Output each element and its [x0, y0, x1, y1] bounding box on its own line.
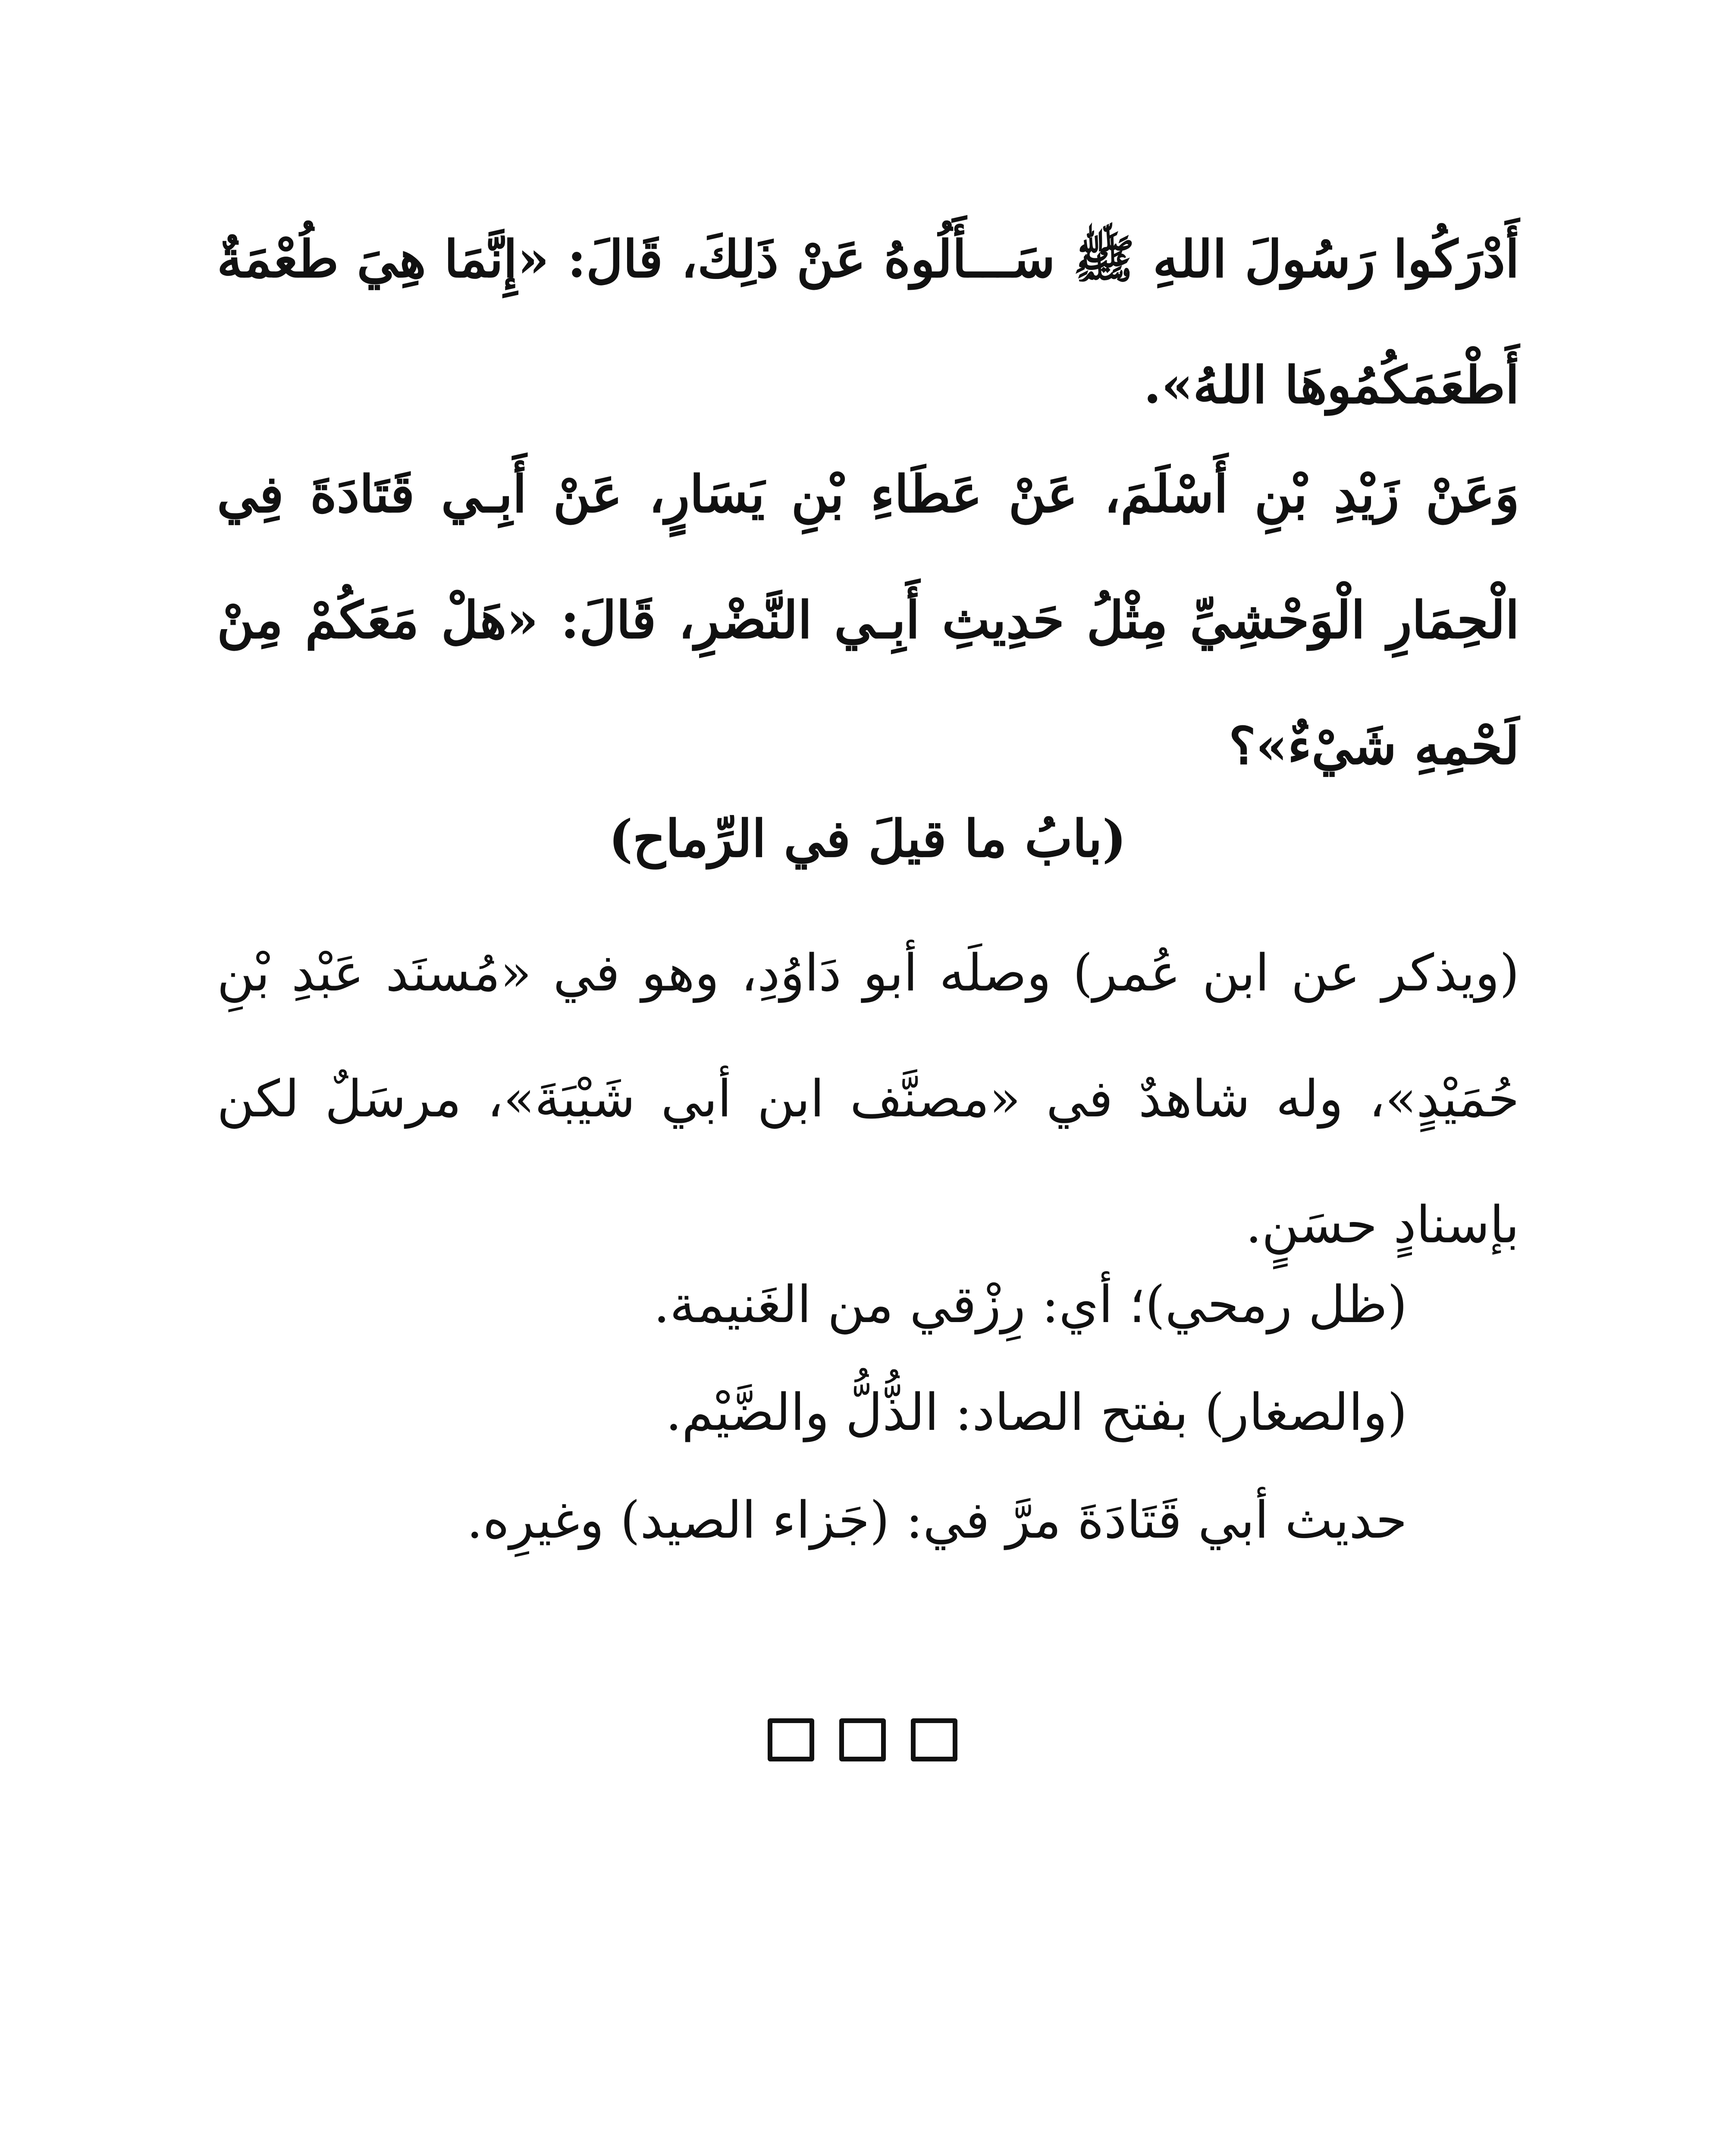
- section-end-ornament: [768, 1718, 957, 1766]
- square-ornament-icon: [839, 1718, 886, 1761]
- hadith-paragraph-1: أَدْرَكُوا رَسُولَ اللهِ ﷺ سَـــأَلُوهُ عَنْ ذَلِكَ، قَالَ: «إِنَّمَا هِيَ طُعْمَةٌ أَطْعَمَكُمُوهَا اللهُ».: [217, 229, 1519, 415]
- commentary-line-abu-qatada: حديث أبي قَتَادَةَ مرَّ في: (جَزاء الصيد) وغيرِه.: [466, 1490, 1407, 1550]
- hadith-paragraph-2: وَعَنْ زَيْدِ بْنِ أَسْلَمَ، عَنْ عَطَاءِ بْنِ يَسَارٍ، عَنْ أَبِـي قَتَادَةَ فِي الْحِمَارِ الْوَحْشِيِّ مِثْلُ حَدِيثِ أَبِـي النَّضْرِ، قَالَ: «هَلْ مَعَكُمْ مِنْ لَحْمِهِ شَيْءٌ»؟: [217, 464, 1519, 776]
- commentary-paragraph: (ويذكر عن ابن عُمر) وصلَه أبو دَاوُدِ، وهو في «مُسنَد عَبْدِ بْنِ حُمَيْدٍ»، وله شاهدٌ في «مصنَّف ابن أبي شَيْبَةَ»، مرسَلٌ لكن بإسنادٍ حسَنٍ.: [217, 943, 1519, 1254]
- square-ornament-icon: [768, 1718, 814, 1761]
- commentary-line-sighar: (والصغار) بفتح الصاد: الذُّلُّ والضَّيْم.: [665, 1382, 1407, 1442]
- commentary-line-zill-rumhi: (ظل رمحي)؛ أي: رِزْقي من الغَنيمة.: [653, 1275, 1407, 1334]
- chapter-heading: (بابُ ما قيلَ في الرِّماح): [609, 808, 1126, 868]
- square-ornament-icon: [911, 1718, 957, 1761]
